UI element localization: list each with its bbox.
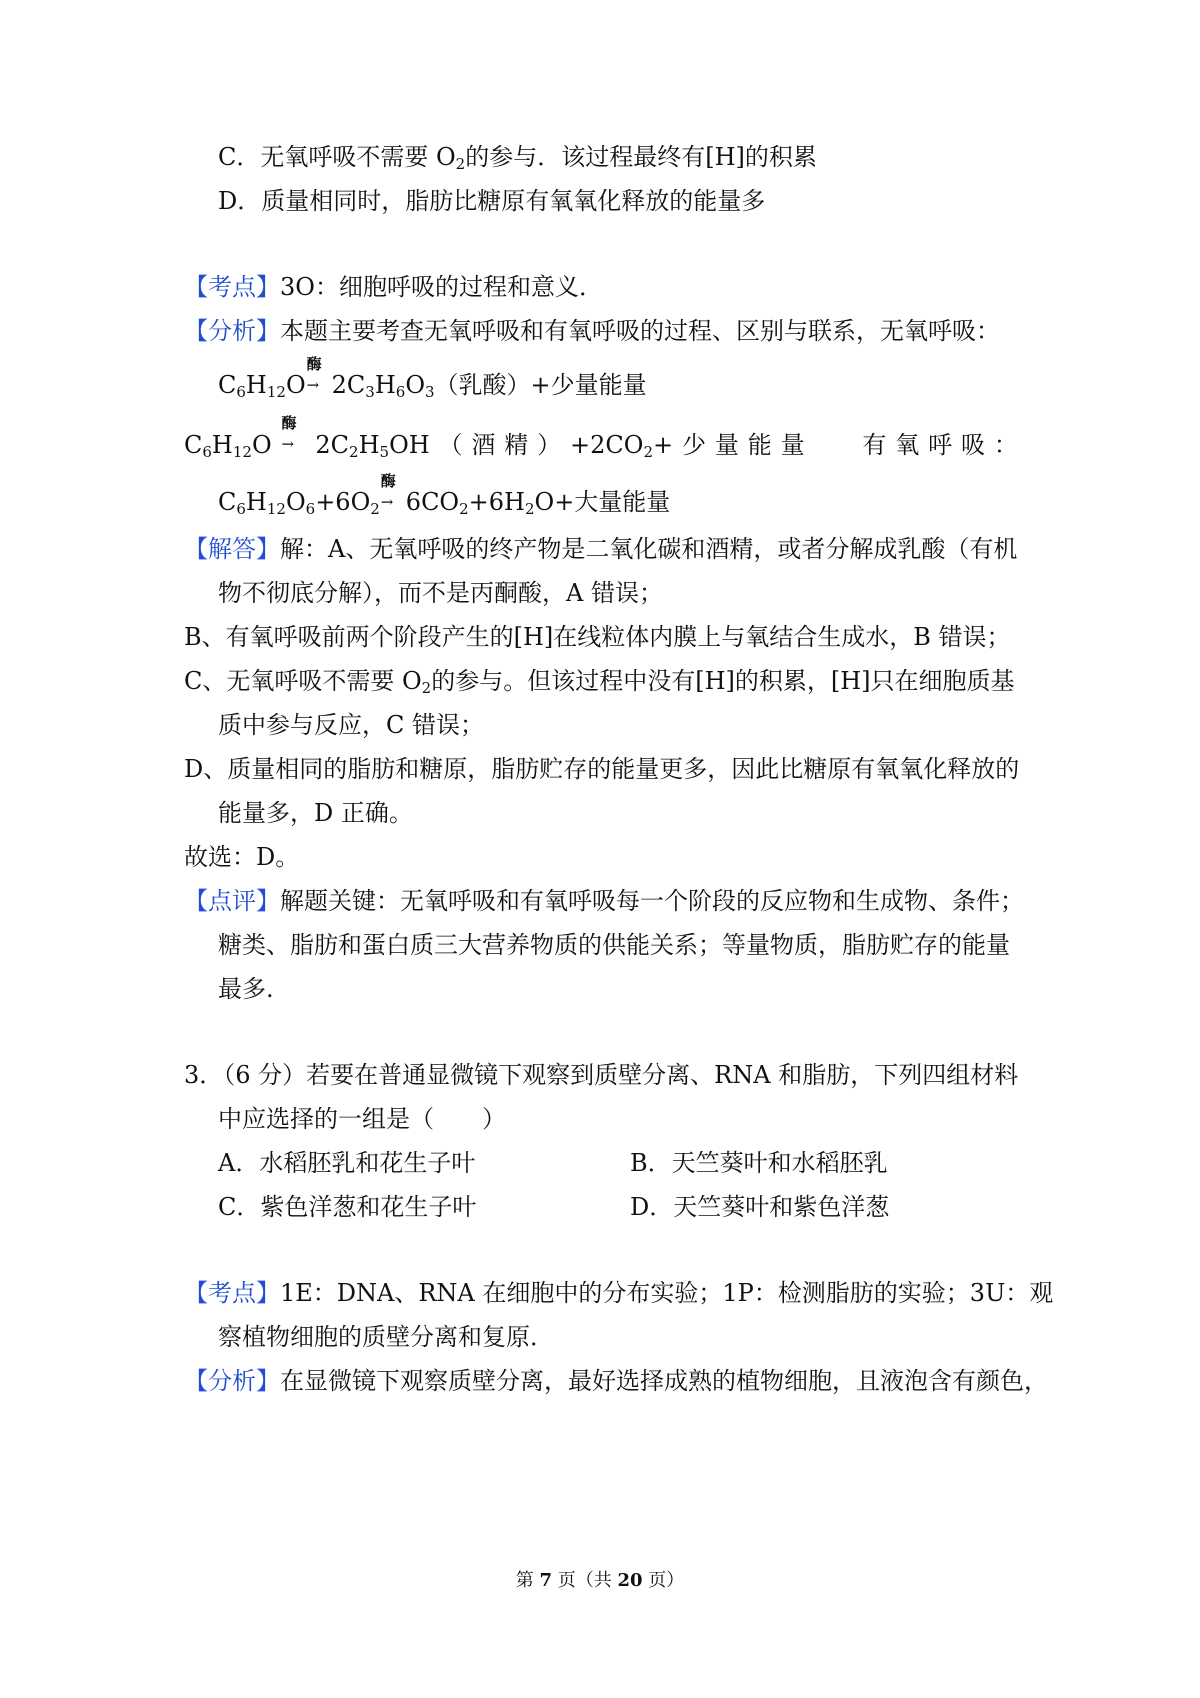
- q3-option-c: C．紫色洋葱和花生子叶: [218, 1193, 477, 1221]
- q3-option-a: A．水稻胚乳和花生子叶: [218, 1149, 476, 1177]
- q2-jieda: 【解答】解：A、无氧呼吸的终产物是二氧化碳和酒精，或者分解成乳酸（有机: [184, 535, 1018, 563]
- q2-jieda-line: 能量多，D 正确。: [218, 799, 413, 827]
- equation-aerobic: $C_6H_{12}O_6+6O_2$ 酶 → $6CO_2+6H_2O+$大量能量: [218, 472, 671, 518]
- q3-stem-line2: 中应选择的一组是（ ）: [218, 1105, 506, 1133]
- q2-dianping-line: 最多.: [218, 975, 274, 1003]
- q2-dianping-line: 糖类、脂肪和蛋白质三大营养物质的供能关系；等量物质，脂肪贮存的能量: [218, 931, 1010, 959]
- equation-lactic: $C_6H_{12}O$ 酶 → $2C_3H_6O_3$（乳酸）+少量能量: [218, 355, 647, 401]
- enzyme-arrow-icon: 酶 →: [306, 355, 322, 394]
- q3-option-d: D．天竺葵叶和紫色洋葱: [630, 1193, 890, 1221]
- q2-dianping: 【点评】解题关键：无氧呼吸和有氧呼吸每一个阶段的反应物和生成物、条件；: [184, 887, 1024, 915]
- q2-jieda-line: C、无氧呼吸不需要 $O_2$的参与。但该过程中没有[H]的积累，[H]只在细胞质基: [184, 667, 1015, 697]
- q2-option-c: C．无氧呼吸不需要 $O_2$的参与．该过程最终有[H]的积累: [218, 143, 817, 173]
- q2-option-d: D．质量相同时，脂肪比糖原有氧氧化释放的能量多: [218, 187, 766, 215]
- q2-fenxi: 【分析】本题主要考查无氧呼吸和有氧呼吸的过程、区别与联系，无氧呼吸：: [184, 317, 1000, 345]
- q2-answer: 故选：D。: [184, 843, 300, 871]
- q2-jieda-line: D、质量相同的脂肪和糖原，脂肪贮存的能量更多，因此比糖原有氧氧化释放的: [184, 755, 1020, 783]
- equation-alcohol: $C_6H_{12}O$ 酶 → $2C_2H_5OH$ （ 酒 精 ） $+2CO_2+$ 少 量 能 量 有 氧 呼 吸 ：: [184, 414, 1018, 461]
- enzyme-arrow-icon: 酶 →: [380, 472, 396, 511]
- q2-jieda-line: B、有氧呼吸前两个阶段产生的[H]在线粒体内膜上与氧结合生成水，B 错误；: [184, 623, 1011, 651]
- page-number: 7: [539, 1570, 552, 1591]
- q3-kaodian-line2: 察植物细胞的质壁分离和复原．: [218, 1323, 554, 1351]
- q2-jieda-line: 质中参与反应，C 错误；: [218, 711, 484, 739]
- q3-stem: 3．（6 分）若要在普通显微镜下观察到质壁分离、RNA 和脂肪，下列四组材料: [184, 1061, 1019, 1089]
- q3-fenxi: 【分析】在显微镜下观察质壁分离，最好选择成熟的植物细胞，且液泡含有颜色，: [184, 1367, 1048, 1395]
- q3-kaodian: 【考点】1E：DNA、RNA 在细胞中的分布实验；1P：检测脂肪的实验；3U：观: [184, 1279, 1054, 1307]
- page-footer: 第 7 页（共 20 页）: [515, 1570, 685, 1591]
- q2-jieda-line: 物不彻底分解），而不是丙酮酸，A 错误；: [218, 579, 663, 607]
- q3-option-b: B．天竺葵叶和水稻胚乳: [630, 1149, 888, 1177]
- page-total: 20: [617, 1570, 643, 1591]
- q2-kaodian: 【考点】3O：细胞呼吸的过程和意义．: [184, 273, 603, 301]
- enzyme-arrow-icon: 酶 →: [281, 414, 297, 453]
